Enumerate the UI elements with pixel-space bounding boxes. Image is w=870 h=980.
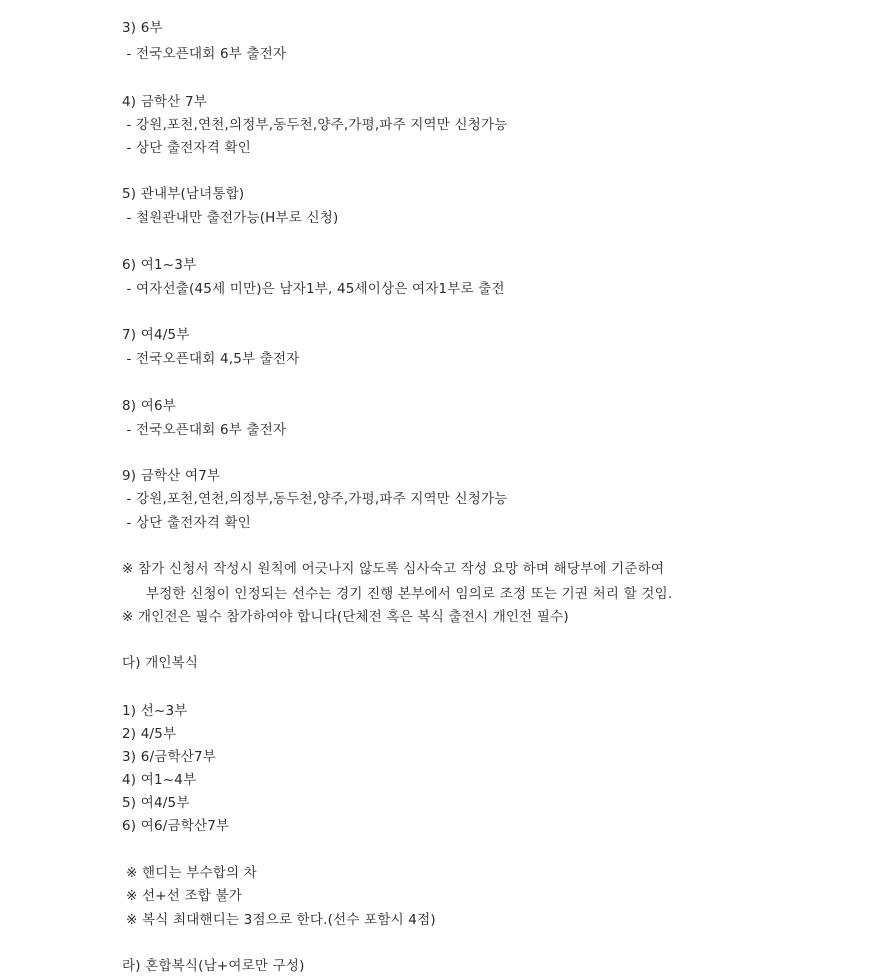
section-4-title: 4) 금학산 7부 [122, 94, 207, 110]
section-3-title: 3) 6부 [122, 20, 163, 36]
section-6-title: 6) 여1~3부 [122, 257, 197, 273]
note-2: ※ 개인전은 필수 참가하여야 합니다(단체전 혹은 복식 출전시 개인전 필수) [122, 609, 569, 625]
section-da-title: 다) 개인복식 [122, 655, 199, 671]
section-6-item-1: - 여자선출(45세 미만)은 남자1부, 45세이상은 여자1부로 출전 [122, 281, 505, 297]
section-8-title: 8) 여6부 [122, 398, 177, 414]
section-5-item-1: - 철원관내만 출전가능(H부로 신청) [122, 210, 339, 226]
doubles-item-3: 3) 6/금학산7부 [122, 749, 217, 765]
doubles-item-6: 6) 여6/금학산7부 [122, 818, 230, 834]
section-ra-title: 라) 혼합복식(남+여로만 구성) [122, 958, 305, 974]
section-7-item-1: - 전국오픈대회 4,5부 출전자 [122, 351, 300, 367]
section-9-item-2: - 상단 출전자격 확인 [122, 515, 251, 531]
section-3-item-1: - 전국오픈대회 6부 출전자 [122, 46, 287, 62]
section-9-item-1: - 강원,포천,연천,의정부,동두천,양주,가평,파주 지역만 신청가능 [122, 491, 508, 507]
section-9-title: 9) 금학산 여7부 [122, 468, 221, 484]
section-4-item-1: - 강원,포천,연천,의정부,동두천,양주,가평,파주 지역만 신청가능 [122, 117, 508, 133]
doubles-item-4: 4) 여1~4부 [122, 772, 197, 788]
doubles-note-3: ※ 복식 최대핸디는 3점으로 한다.(선수 포함시 4점) [126, 912, 436, 928]
doubles-note-1: ※ 핸디는 부수합의 차 [126, 865, 257, 881]
section-5-title: 5) 관내부(남녀통합) [122, 186, 245, 202]
doubles-item-2: 2) 4/5부 [122, 726, 177, 742]
note-1-line-1: ※ 참가 신청서 작성시 원칙에 어긋나지 않도록 심사숙고 작성 요망 하며 해당부에 기준하여 [122, 561, 665, 577]
doubles-item-1: 1) 선~3부 [122, 703, 188, 719]
section-7-title: 7) 여4/5부 [122, 327, 190, 343]
section-8-item-1: - 전국오픈대회 6부 출전자 [122, 422, 287, 438]
doubles-item-5: 5) 여4/5부 [122, 795, 190, 811]
note-1-line-2: 부정한 신청이 인정되는 선수는 경기 진행 본부에서 임의로 조정 또는 기권 처리 할 것임. [146, 586, 673, 602]
section-4-item-2: - 상단 출전자격 확인 [122, 140, 251, 156]
doubles-note-2: ※ 선+선 조합 불가 [126, 888, 242, 904]
